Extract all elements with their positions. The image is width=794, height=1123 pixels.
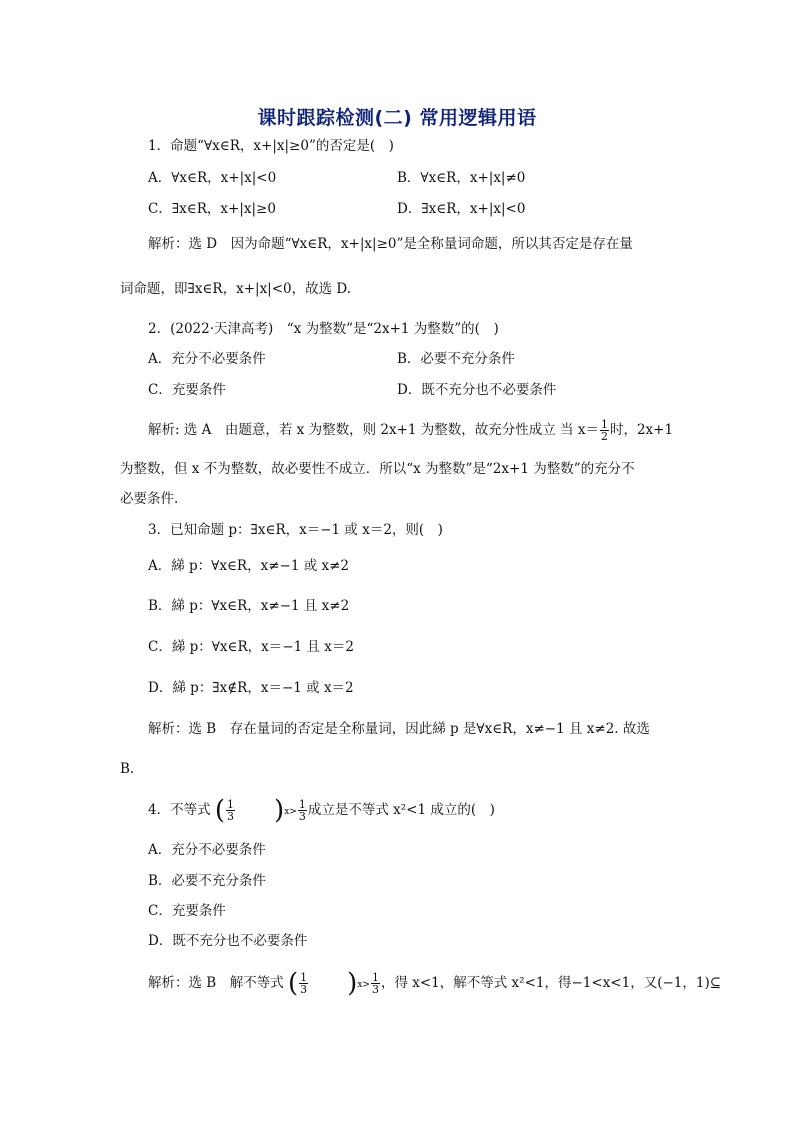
q2-solution-text: 解析: 选 A 由题意，若 x 为整数，则 2x+1 为整数，故充分性成立 当 x＝ <box>148 422 599 438</box>
q4-gt: x> <box>284 807 297 817</box>
fraction-one-third: $\frac{1}{3}$ <box>371 971 379 996</box>
q1-option-d: D．∃x∈R，x+|x|<0 <box>397 201 526 217</box>
q1-option-a: A．∀x∈R，x+|x|<0 <box>148 170 277 186</box>
q3-option-a: A．綈 p：∀x∈R，x≠−1 或 x≠2 <box>148 558 350 574</box>
fraction-one-third: $\frac{1}{3}$ <box>298 798 306 823</box>
q4-option-a: A．充分不必要条件 <box>148 842 266 858</box>
left-paren: ( <box>214 795 226 826</box>
q4-solution-line1 <box>148 969 721 999</box>
q4-option-b: B．必要不充分条件 <box>148 873 266 889</box>
q2-solution-text-tail: 时，2x+1 <box>609 422 674 438</box>
q4-stem <box>148 796 495 826</box>
q4-option-c: C．充要条件 <box>148 903 226 919</box>
q4-stem-rest: 成立是不等式 x²<1 成立的( ) <box>307 802 495 818</box>
q2-option-d: D．既不充分也不必要条件 <box>397 382 557 398</box>
q3-stem: 3．已知命题 p：∃x∈R，x＝−1 或 x＝2，则( ) <box>148 522 443 538</box>
q2-solution-line2: 为整数，但 x 不为整数，故必要性不成立．所以“x 为整数”是“2x+1 为整数”的充分不 <box>120 461 635 477</box>
q2-option-c: C．充要条件 <box>148 382 226 398</box>
q1-option-c: C．∃x∈R，x+|x|≥0 <box>148 201 276 217</box>
right-paren: ) <box>274 795 285 826</box>
q3-option-b: B．綈 p：∀x∈R，x≠−1 且 x≠2 <box>148 598 350 614</box>
q4-number: 4．不等式 <box>148 802 211 818</box>
q3-solution-line1: 解析：选 B 存在量词的否定是全称量词，因此綈 p 是∀x∈R，x≠−1 且 x≠2. 故选 <box>148 721 650 737</box>
q1-solution-line1: 解析：选 D 因为命题“∀x∈R，x+|x|≥0”是全称量词命题，所以其否定是存在量 <box>148 236 633 252</box>
q2-solution-line1 <box>148 417 673 443</box>
q1-option-b: B．∀x∈R，x+|x|≠0 <box>397 170 526 186</box>
left-paren: ( <box>288 968 299 999</box>
q2-solution-line3: 必要条件. <box>120 491 179 507</box>
q1-stem: 1．命题“∀x∈R，x+|x|≥0”的否定是( ) <box>148 138 394 154</box>
q4-solution-text-tail: ，得 x<1，解不等式 x²<1，得−1<x<1，又(−1，1)⊆ <box>380 975 722 991</box>
fraction-one-third: $\frac{1}{3}$ <box>300 971 308 996</box>
q2-option-a: A．充分不必要条件 <box>148 351 266 367</box>
fraction-one-third: $\frac{1}{3}$ <box>227 798 235 823</box>
q4-sol-gt: x> <box>357 980 370 990</box>
q1-solution-line2: 词命题，即∃x∈R，x+|x|<0，故选 D. <box>120 281 352 297</box>
right-paren: ) <box>347 968 358 999</box>
q4-option-d: D．既不充分也不必要条件 <box>148 933 308 949</box>
fraction-one-half: $\frac{1}{2}$ <box>600 418 608 443</box>
q3-option-c: C．綈 p：∀x∈R，x＝−1 且 x＝2 <box>148 639 354 655</box>
q4-solution-text: 解析：选 B 解不等式 <box>148 975 284 991</box>
q2-stem: 2．(2022·天津高考) “x 为整数”是“2x+1 为整数”的( ) <box>148 321 499 337</box>
page-title: 课时跟踪检测(二) 常用逻辑用语 <box>257 107 537 129</box>
q2-option-b: B．必要不充分条件 <box>397 351 515 367</box>
q3-option-d: D．綈 p：∃x∉R，x＝−1 或 x＝2 <box>148 680 354 696</box>
q3-solution-line2: B. <box>120 761 135 777</box>
